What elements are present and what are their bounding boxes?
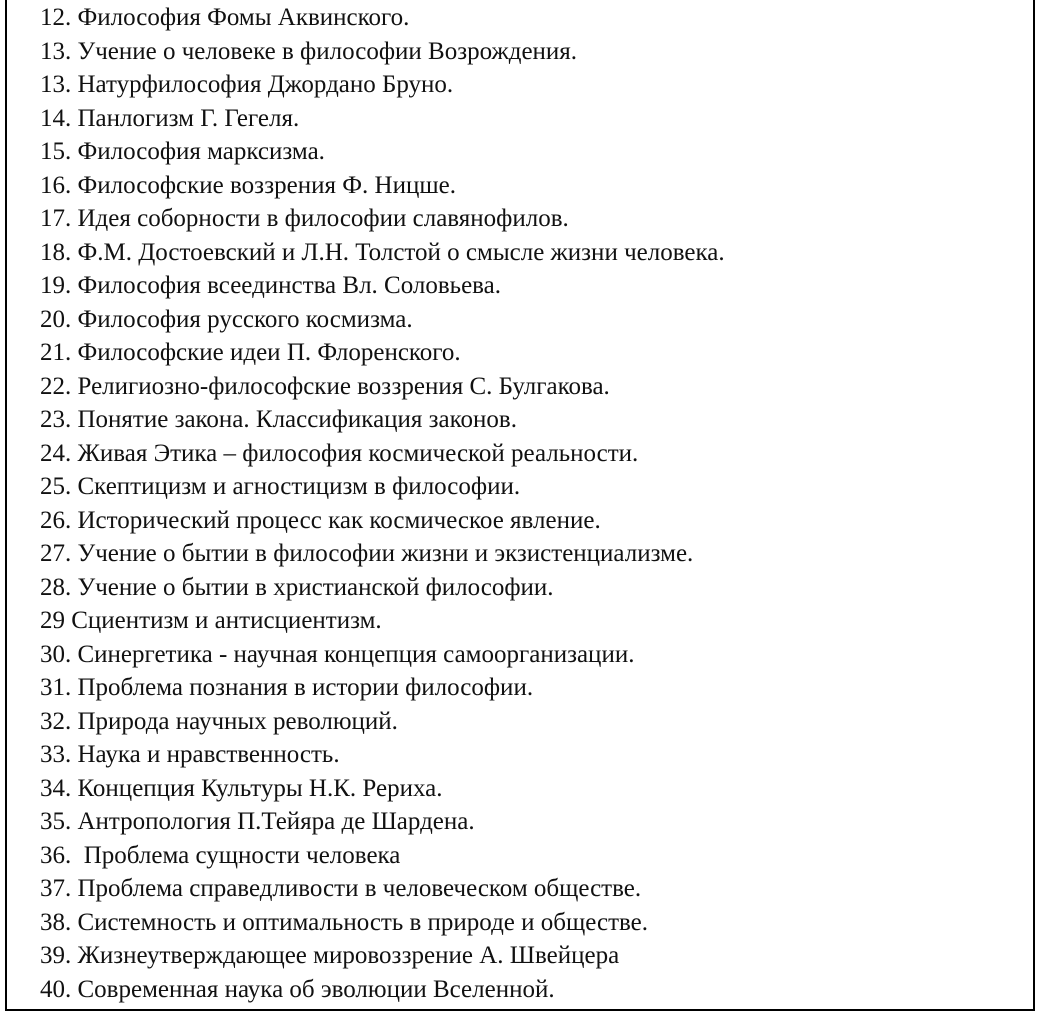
list-item: 34. Концепция Культуры Н.К. Рериха.: [40, 774, 443, 802]
list-item: 16. Философские воззрения Ф. Ницше.: [40, 171, 456, 199]
list-item: 35. Антропология П.Тейяра де Шардена.: [40, 808, 475, 835]
list-item: 24. Живая Этика – философия космической реальности.: [40, 439, 639, 467]
list-item: 38. Системность и оптимальность в природе и обществе.: [40, 908, 648, 936]
list-item: 13. Натурфилософия Джордано Бруно.: [40, 71, 454, 98]
list-item: 14. Панлогизм Г. Гегеля.: [40, 104, 300, 132]
list-item: 30. Синергетика - научная концепция самоорганизации.: [40, 640, 635, 668]
list-item: 40. Современная наука об эволюции Вселенной.: [40, 975, 555, 1003]
list-item: 27. Учение о бытии в философии жизни и экзистенциализме.: [40, 540, 694, 567]
list-item: 36. Проблема сущности человека: [40, 841, 401, 869]
list-item: 18. Ф.М. Достоевский и Л.Н. Толстой о смысле жизни человека.: [40, 238, 725, 266]
list-item: 15. Философия марксизма.: [40, 138, 325, 165]
list-item: 28. Учение о бытии в христианской философии.: [40, 573, 554, 601]
list-item: 32. Природа научных революций.: [40, 707, 398, 735]
list-item: 26. Исторический процесс как космическое явление.: [40, 506, 601, 534]
list-item: 22. Религиозно-философские воззрения С. Булгакова.: [40, 372, 610, 400]
list-item: 21. Философские идеи П. Флоренского.: [40, 339, 461, 366]
list-item: 25. Скептицизм и агностицизм в философии.: [40, 473, 521, 500]
document-frame: [5, 0, 1035, 1011]
list-item: 19. Философия всеединства Вл. Соловьева.: [40, 272, 501, 299]
list-item: 29 Сциентизм и антисциентизм.: [40, 607, 382, 634]
list-item: 13. Учение о человеке в философии Возрождения.: [40, 37, 578, 65]
list-item: 12. Философия Фомы Аквинского.: [40, 4, 410, 31]
list-item: 37. Проблема справедливости в человеческом обществе.: [40, 875, 642, 902]
list-item: 33. Наука и нравственность.: [40, 741, 340, 768]
list-item: 31. Проблема познания в истории философии.: [40, 674, 534, 701]
list-item: 23. Понятие закона. Классификация законов.: [40, 406, 517, 433]
topic-list: [40, 1, 725, 1006]
list-item: 20. Философия русского космизма.: [40, 305, 413, 333]
list-item: 39. Жизнеутверждающее мировоззрение А. Швейцера: [40, 942, 620, 969]
list-item: 17. Идея соборности в философии славянофилов.: [40, 205, 569, 232]
